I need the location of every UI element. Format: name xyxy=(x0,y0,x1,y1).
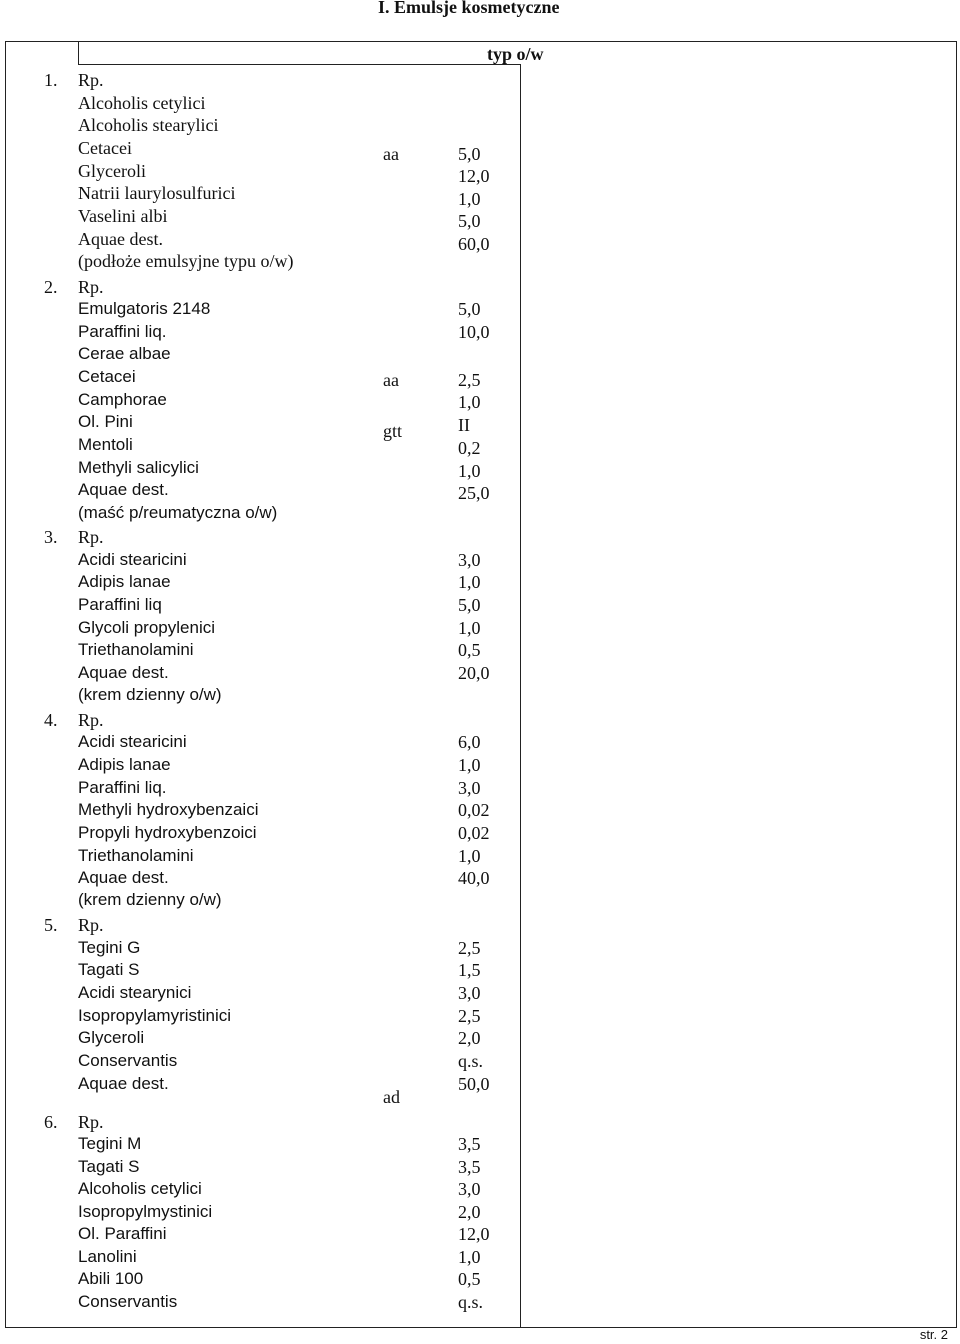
ingredient-name: Triethanolamini xyxy=(78,846,194,865)
column-divider xyxy=(520,64,521,1328)
recipe-number: 6. xyxy=(44,1112,58,1132)
quantity-note: aa xyxy=(383,144,399,164)
ingredient-quantity: 2,5 xyxy=(458,1006,481,1026)
ingredient-quantity: 50,0 xyxy=(458,1074,490,1094)
table-top-border xyxy=(5,41,957,42)
page-title: I. Emulsje kosmetyczne xyxy=(378,0,560,17)
ingredient-quantity: 3,5 xyxy=(458,1134,481,1154)
ingredient-name: Cetacei xyxy=(78,138,132,158)
ingredient-quantity: 25,0 xyxy=(458,483,490,503)
ingredient-quantity: 2,0 xyxy=(458,1202,481,1222)
column-header: typ o/w xyxy=(487,44,544,64)
ingredient-name: Isopropylmystinici xyxy=(78,1202,213,1221)
ingredient-quantity: 10,0 xyxy=(458,322,490,342)
ingredient-quantity: 3,0 xyxy=(458,983,481,1003)
ingredient-name: Mentoli xyxy=(78,435,133,454)
ingredient-name: Alcoholis cetylici xyxy=(78,1179,202,1198)
ingredient-quantity: 1,0 xyxy=(458,1247,481,1267)
ingredient-name: Paraffini liq. xyxy=(78,778,167,797)
ingredient-name: Tegini M xyxy=(78,1134,142,1153)
ingredient-quantity: 6,0 xyxy=(458,732,481,752)
ingredient-quantity: 2,0 xyxy=(458,1028,481,1048)
recipe-rp: Rp. xyxy=(78,70,104,90)
ingredient-name: Aquae dest. xyxy=(78,663,169,682)
ingredient-name: Natrii laurylosulfurici xyxy=(78,183,236,203)
recipe-number: 3. xyxy=(44,527,58,547)
ingredient-quantity: q.s. xyxy=(458,1051,484,1071)
ingredient-quantity: 1,0 xyxy=(458,572,481,592)
ingredient-name: Ol. Paraffini xyxy=(78,1224,167,1243)
ingredient-name: Conservantis xyxy=(78,1292,178,1311)
ingredient-name: Tagati S xyxy=(78,1157,140,1176)
ingredient-name: Abili 100 xyxy=(78,1269,144,1288)
ingredient-name: Aquae dest. xyxy=(78,1074,169,1093)
recipe-rp: Rp. xyxy=(78,1112,104,1132)
ingredient-name: Acidi stearicini xyxy=(78,732,187,751)
recipe-rp: Rp. xyxy=(78,710,104,730)
ingredient-quantity: 60,0 xyxy=(458,234,490,254)
ingredient-name: Glyceroli xyxy=(78,161,146,181)
ingredient-quantity: 5,0 xyxy=(458,595,481,615)
recipe-caption: (podłoże emulsyjne typu o/w) xyxy=(78,251,294,271)
ingredient-name: Glyceroli xyxy=(78,1028,145,1047)
ingredient-quantity: 12,0 xyxy=(458,1224,490,1244)
ingredient-name: Paraffini liq. xyxy=(78,322,167,341)
ingredient-quantity: 0,5 xyxy=(458,640,481,660)
ingredient-name: Aquae dest. xyxy=(78,480,169,499)
ingredient-name: Tegini G xyxy=(78,938,141,957)
ingredient-quantity: 2,5 xyxy=(458,938,481,958)
ingredient-name: Paraffini liq xyxy=(78,595,162,614)
quantity-note: aa xyxy=(383,370,399,390)
ingredient-name: Acidi stearynici xyxy=(78,983,192,1002)
ingredient-quantity: 12,0 xyxy=(458,166,490,186)
ingredient-name: Methyli hydroxybenzaici xyxy=(78,800,259,819)
ingredient-quantity: 1,5 xyxy=(458,960,481,980)
recipe-caption: (krem dzienny o/w) xyxy=(78,890,222,909)
recipe-rp: Rp. xyxy=(78,915,104,935)
ingredient-name: Glycoli propylenici xyxy=(78,618,215,637)
ingredient-quantity: 0,02 xyxy=(458,800,490,820)
ingredient-quantity: 1,0 xyxy=(458,461,481,481)
page-footer: str. 2 xyxy=(919,1327,948,1342)
recipe-rp: Rp. xyxy=(78,527,104,547)
quantity-note: gtt xyxy=(383,421,403,441)
ingredient-name: Adipis lanae xyxy=(78,572,171,591)
ingredient-quantity: 1,0 xyxy=(458,392,481,412)
ingredient-name: Propyli hydroxybenzoici xyxy=(78,823,257,842)
recipe-rp: Rp. xyxy=(78,277,104,297)
ingredient-quantity: 3,0 xyxy=(458,550,481,570)
recipe-number: 4. xyxy=(44,710,58,730)
ingredient-quantity: 1,0 xyxy=(458,846,481,866)
ingredient-quantity: 0,2 xyxy=(458,438,481,458)
ingredient-name: Methyli salicylici xyxy=(78,458,199,477)
recipe-number: 5. xyxy=(44,915,58,935)
header-left-line xyxy=(78,41,79,65)
ingredient-quantity: 40,0 xyxy=(458,868,490,888)
ingredient-quantity: 5,0 xyxy=(458,299,481,319)
ingredient-name: Ol. Pini xyxy=(78,412,133,431)
ingredient-name: Tagati S xyxy=(78,960,140,979)
recipe-number: 1. xyxy=(44,70,58,90)
ingredient-name: Camphorae xyxy=(78,390,167,409)
ingredient-quantity: 1,0 xyxy=(458,618,481,638)
ingredient-quantity: 20,0 xyxy=(458,663,490,683)
ingredient-name: Vaselini albi xyxy=(78,206,168,226)
ingredient-name: Adipis lanae xyxy=(78,755,171,774)
ingredient-quantity: 5,0 xyxy=(458,144,481,164)
ingredient-quantity: 2,5 xyxy=(458,370,481,390)
recipe-number: 2. xyxy=(44,277,58,297)
table-right-border xyxy=(956,41,957,1328)
ingredient-name: Alcoholis cetylici xyxy=(78,93,206,113)
ingredient-quantity: 0,5 xyxy=(458,1269,481,1289)
recipe-caption: (maść p/reumatyczna o/w) xyxy=(78,503,278,522)
ingredient-quantity: 3,0 xyxy=(458,1179,481,1199)
ingredient-name: Emulgatoris 2148 xyxy=(78,299,211,318)
ingredient-quantity: 3,5 xyxy=(458,1157,481,1177)
recipe-caption: (krem dzienny o/w) xyxy=(78,685,222,704)
quantity-note: ad xyxy=(383,1087,400,1107)
ingredient-quantity: q.s. xyxy=(458,1292,484,1312)
header-bottom-line xyxy=(78,64,521,65)
table-left-border xyxy=(5,41,6,1328)
ingredient-name: Acidi stearicini xyxy=(78,550,187,569)
ingredient-quantity: 3,0 xyxy=(458,778,481,798)
ingredient-name: Triethanolamini xyxy=(78,640,194,659)
ingredient-quantity: 1,0 xyxy=(458,189,481,209)
table-bottom-border xyxy=(5,1327,957,1328)
ingredient-name: Cerae albae xyxy=(78,344,171,363)
ingredient-name: Alcoholis stearylici xyxy=(78,115,219,135)
ingredient-quantity: 5,0 xyxy=(458,211,481,231)
ingredient-name: Aquae dest. xyxy=(78,868,169,887)
ingredient-name: Isopropylamyristinici xyxy=(78,1006,232,1025)
ingredient-name: Lanolini xyxy=(78,1247,137,1266)
ingredient-name: Cetacei xyxy=(78,367,136,386)
ingredient-quantity: 0,02 xyxy=(458,823,490,843)
ingredient-quantity: 1,0 xyxy=(458,755,481,775)
ingredient-quantity: II xyxy=(458,415,470,435)
ingredient-name: Aquae dest. xyxy=(78,229,163,249)
ingredient-name: Conservantis xyxy=(78,1051,178,1070)
